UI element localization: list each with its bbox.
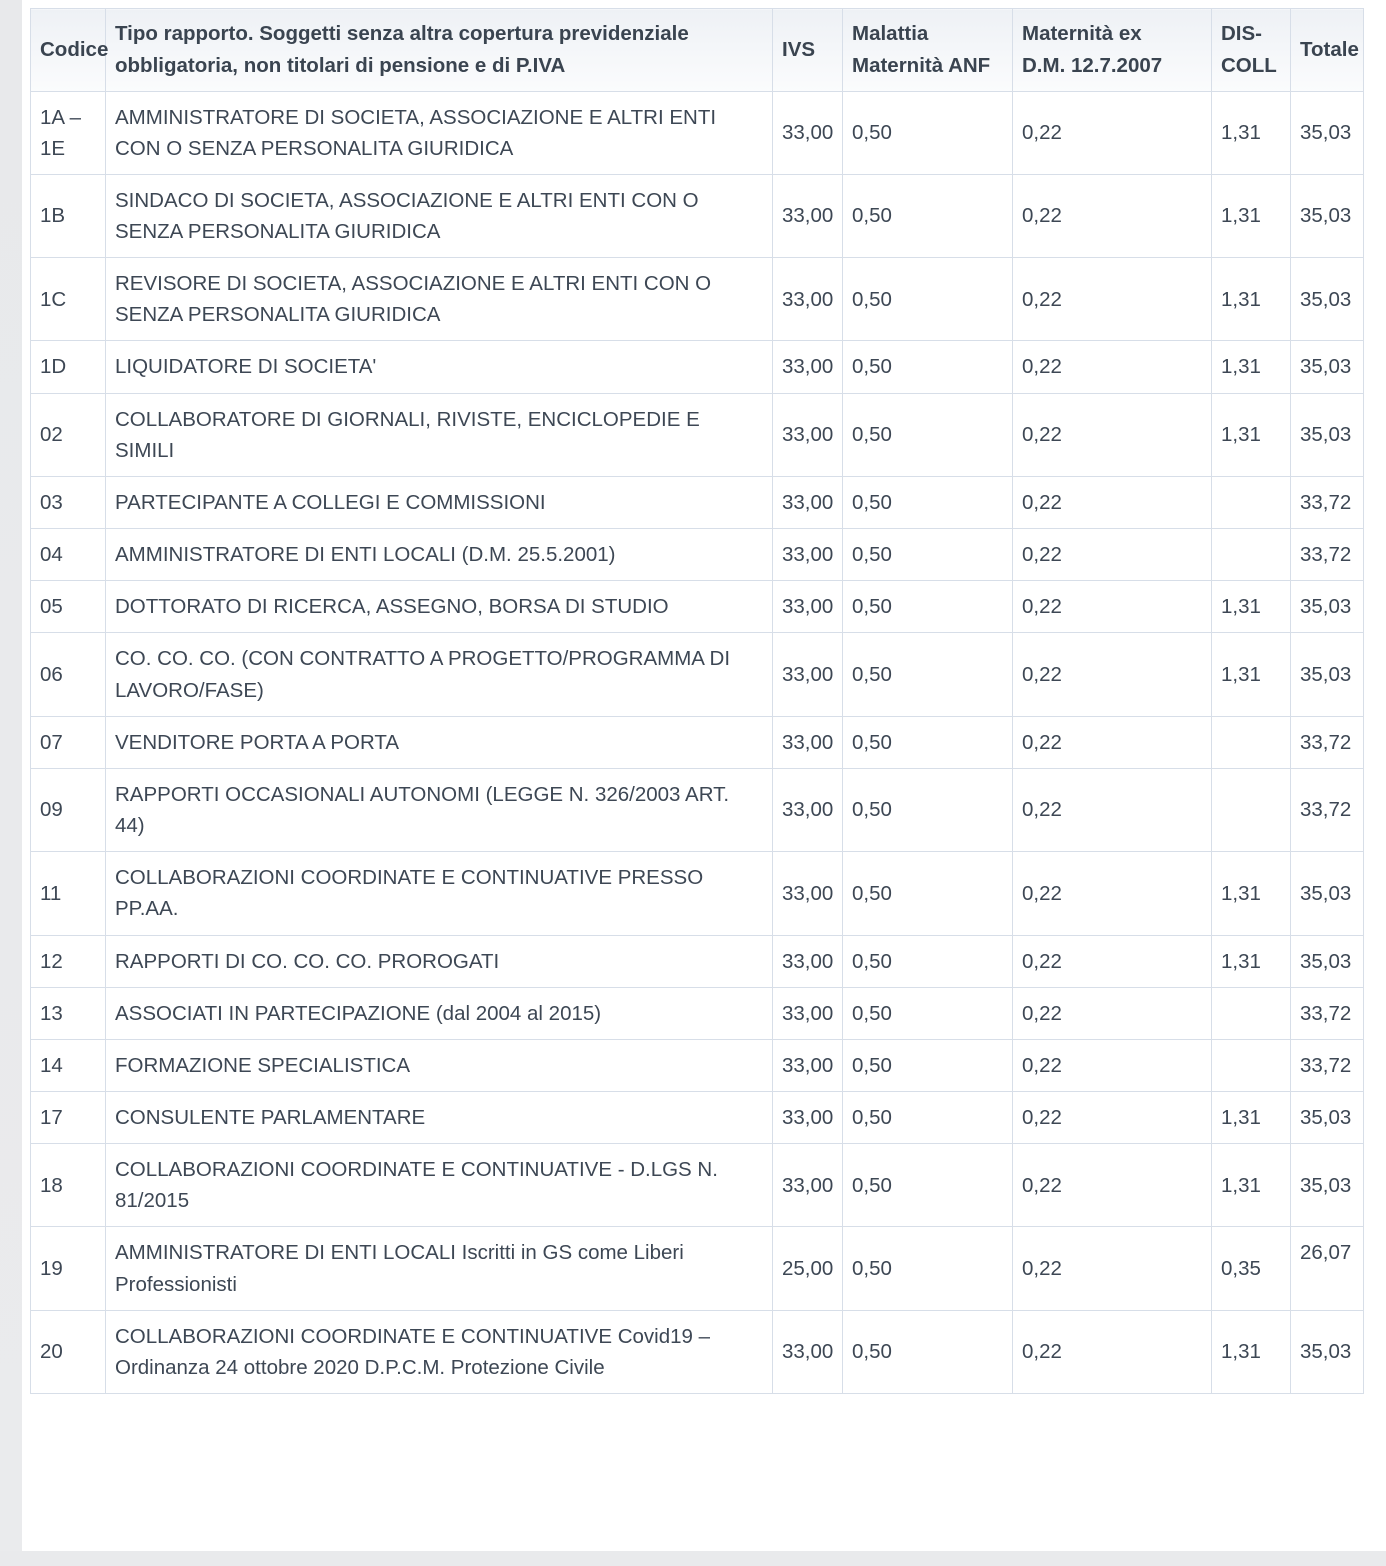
cell-ivs: 33,00	[773, 258, 843, 341]
cell-totale: 35,03	[1291, 91, 1364, 174]
cell-dis-coll: 1,31	[1212, 258, 1291, 341]
cell-ivs: 25,00	[773, 1227, 843, 1310]
cell-totale: 35,03	[1291, 852, 1364, 935]
cell-dis-coll: 1,31	[1212, 1144, 1291, 1227]
table-row	[31, 1144, 1364, 1227]
cell-malattia-maternita-anf: 0,50	[843, 529, 1013, 581]
cell-maternita-ex-dm: 0,22	[1013, 476, 1212, 528]
cell-malattia-maternita-anf: 0,50	[843, 987, 1013, 1039]
cell-codice: 1D	[31, 341, 106, 393]
cell-codice: 05	[31, 581, 106, 633]
cell-dis-coll	[1212, 1039, 1291, 1091]
cell-codice: 02	[31, 393, 106, 476]
cell-totale: 33,72	[1291, 716, 1364, 768]
cell-dis-coll: 1,31	[1212, 852, 1291, 935]
cell-maternita-ex-dm: 0,22	[1013, 258, 1212, 341]
cell-totale: 35,03	[1291, 1144, 1364, 1227]
cell-codice: 18	[31, 1144, 106, 1227]
cell-maternita-ex-dm: 0,22	[1013, 716, 1212, 768]
cell-ivs: 33,00	[773, 633, 843, 716]
cell-codice: 13	[31, 987, 106, 1039]
cell-tipo-rapporto: LIQUIDATORE DI SOCIETA'	[106, 341, 773, 393]
cell-dis-coll: 1,31	[1212, 341, 1291, 393]
table-row	[31, 1091, 1364, 1143]
table-row	[31, 716, 1364, 768]
cell-maternita-ex-dm: 0,22	[1013, 174, 1212, 257]
contribution-rates-table	[30, 8, 1364, 1394]
cell-totale: 35,03	[1291, 581, 1364, 633]
table-row	[31, 935, 1364, 987]
cell-malattia-maternita-anf: 0,50	[843, 341, 1013, 393]
cell-totale: 35,03	[1291, 1091, 1364, 1143]
cell-tipo-rapporto: DOTTORATO DI RICERCA, ASSEGNO, BORSA DI STUDIO	[106, 581, 773, 633]
table-row	[31, 174, 1364, 257]
table-row	[31, 341, 1364, 393]
cell-dis-coll: 1,31	[1212, 581, 1291, 633]
left-margin-strip	[0, 0, 22, 1566]
cell-ivs: 33,00	[773, 852, 843, 935]
table-body	[31, 91, 1364, 1394]
column-header-maternita-ex-dm	[1013, 9, 1212, 92]
table-row	[31, 633, 1364, 716]
cell-dis-coll	[1212, 716, 1291, 768]
cell-totale: 35,03	[1291, 341, 1364, 393]
cell-codice: 06	[31, 633, 106, 716]
cell-malattia-maternita-anf: 0,50	[843, 768, 1013, 851]
table-row	[31, 1039, 1364, 1091]
cell-maternita-ex-dm: 0,22	[1013, 987, 1212, 1039]
cell-codice: 20	[31, 1310, 106, 1393]
bottom-page-edge	[0, 1551, 1386, 1566]
cell-dis-coll: 0,35	[1212, 1227, 1291, 1310]
cell-totale: 35,03	[1291, 935, 1364, 987]
cell-tipo-rapporto: SINDACO DI SOCIETA, ASSOCIAZIONE E ALTRI ENTI CON O SENZA PERSONALITA GIURIDICA	[106, 174, 773, 257]
cell-tipo-rapporto: COLLABORAZIONI COORDINATE E CONTINUATIVE PRESSO PP.AA.	[106, 852, 773, 935]
cell-totale: 35,03	[1291, 633, 1364, 716]
cell-ivs: 33,00	[773, 935, 843, 987]
cell-ivs: 33,00	[773, 476, 843, 528]
cell-maternita-ex-dm: 0,22	[1013, 1091, 1212, 1143]
cell-codice: 1A – 1E	[31, 91, 106, 174]
cell-ivs: 33,00	[773, 393, 843, 476]
cell-tipo-rapporto: CONSULENTE PARLAMENTARE	[106, 1091, 773, 1143]
cell-dis-coll	[1212, 529, 1291, 581]
cell-malattia-maternita-anf: 0,50	[843, 1310, 1013, 1393]
column-header-malattia-line2: Maternità ANF	[852, 53, 991, 77]
table-row	[31, 1227, 1364, 1310]
cell-maternita-ex-dm: 0,22	[1013, 1039, 1212, 1091]
cell-totale: 35,03	[1291, 393, 1364, 476]
column-header-dis-coll	[1212, 9, 1291, 92]
cell-tipo-rapporto: AMMINISTRATORE DI SOCIETA, ASSOCIAZIONE E ALTRI ENTI CON O SENZA PERSONALITA GIURIDICA	[106, 91, 773, 174]
cell-maternita-ex-dm: 0,22	[1013, 581, 1212, 633]
cell-totale: 33,72	[1291, 987, 1364, 1039]
column-header-tipo-line2: obbligatoria, non titolari di pensione e di P.IVA	[115, 53, 566, 77]
cell-dis-coll: 1,31	[1212, 393, 1291, 476]
cell-dis-coll: 1,31	[1212, 935, 1291, 987]
cell-malattia-maternita-anf: 0,50	[843, 1039, 1013, 1091]
cell-malattia-maternita-anf: 0,50	[843, 633, 1013, 716]
cell-malattia-maternita-anf: 0,50	[843, 174, 1013, 257]
cell-maternita-ex-dm: 0,22	[1013, 633, 1212, 716]
cell-codice: 19	[31, 1227, 106, 1310]
cell-codice: 1C	[31, 258, 106, 341]
table-row	[31, 768, 1364, 851]
cell-dis-coll: 1,31	[1212, 1091, 1291, 1143]
cell-ivs: 33,00	[773, 1091, 843, 1143]
cell-malattia-maternita-anf: 0,50	[843, 935, 1013, 987]
column-header-discoll-line2: COLL	[1221, 53, 1277, 77]
column-header-discoll-line1: DIS-	[1221, 22, 1262, 45]
cell-codice: 12	[31, 935, 106, 987]
column-header-maternita-line2: D.M. 12.7.2007	[1022, 53, 1163, 77]
table-row	[31, 476, 1364, 528]
cell-codice: 07	[31, 716, 106, 768]
cell-maternita-ex-dm: 0,22	[1013, 341, 1212, 393]
column-header-maternita-line1: Maternità ex	[1022, 22, 1142, 45]
cell-ivs: 33,00	[773, 341, 843, 393]
cell-maternita-ex-dm: 0,22	[1013, 852, 1212, 935]
cell-maternita-ex-dm: 0,22	[1013, 529, 1212, 581]
table-row	[31, 91, 1364, 174]
cell-dis-coll: 1,31	[1212, 174, 1291, 257]
column-header-malattia-line1: Malattia	[852, 22, 929, 45]
cell-maternita-ex-dm: 0,22	[1013, 1144, 1212, 1227]
column-header-totale: Totale	[1291, 9, 1364, 92]
cell-dis-coll	[1212, 987, 1291, 1039]
cell-ivs: 33,00	[773, 1144, 843, 1227]
cell-tipo-rapporto: AMMINISTRATORE DI ENTI LOCALI (D.M. 25.5.2001)	[106, 529, 773, 581]
cell-malattia-maternita-anf: 0,50	[843, 1091, 1013, 1143]
table-row	[31, 987, 1364, 1039]
table-row	[31, 529, 1364, 581]
cell-totale: 33,72	[1291, 476, 1364, 528]
cell-tipo-rapporto: COLLABORATORE DI GIORNALI, RIVISTE, ENCICLOPEDIE E SIMILI	[106, 393, 773, 476]
cell-dis-coll: 1,31	[1212, 91, 1291, 174]
cell-tipo-rapporto: VENDITORE PORTA A PORTA	[106, 716, 773, 768]
cell-maternita-ex-dm: 0,22	[1013, 1227, 1212, 1310]
cell-codice: 09	[31, 768, 106, 851]
cell-malattia-maternita-anf: 0,50	[843, 393, 1013, 476]
cell-tipo-rapporto: CO. CO. CO. (CON CONTRATTO A PROGETTO/PROGRAMMA DI LAVORO/FASE)	[106, 633, 773, 716]
cell-codice: 14	[31, 1039, 106, 1091]
cell-totale: 33,72	[1291, 1039, 1364, 1091]
column-header-tipo-line1: Tipo rapporto. Soggetti senza altra copertura previdenziale	[115, 22, 689, 45]
cell-totale: 35,03	[1291, 1310, 1364, 1393]
column-header-malattia-maternita-anf	[843, 9, 1013, 92]
cell-malattia-maternita-anf: 0,50	[843, 258, 1013, 341]
cell-codice: 1B	[31, 174, 106, 257]
cell-malattia-maternita-anf: 0,50	[843, 476, 1013, 528]
cell-ivs: 33,00	[773, 987, 843, 1039]
cell-totale: 33,72	[1291, 768, 1364, 851]
table-row	[31, 852, 1364, 935]
cell-malattia-maternita-anf: 0,50	[843, 91, 1013, 174]
table-row	[31, 393, 1364, 476]
table-row	[31, 581, 1364, 633]
cell-tipo-rapporto: RAPPORTI DI CO. CO. CO. PROROGATI	[106, 935, 773, 987]
cell-dis-coll: 1,31	[1212, 1310, 1291, 1393]
cell-codice: 11	[31, 852, 106, 935]
cell-maternita-ex-dm: 0,22	[1013, 393, 1212, 476]
cell-dis-coll: 1,31	[1212, 633, 1291, 716]
table-header	[31, 9, 1364, 92]
cell-ivs: 33,00	[773, 716, 843, 768]
cell-codice: 04	[31, 529, 106, 581]
cell-ivs: 33,00	[773, 581, 843, 633]
cell-dis-coll	[1212, 768, 1291, 851]
cell-tipo-rapporto: AMMINISTRATORE DI ENTI LOCALI Iscritti in GS come Liberi Professionisti	[106, 1227, 773, 1310]
table-container	[30, 8, 1363, 1394]
cell-totale: 26,07	[1291, 1227, 1364, 1310]
cell-ivs: 33,00	[773, 1039, 843, 1091]
cell-tipo-rapporto: ASSOCIATI IN PARTECIPAZIONE (dal 2004 al 2015)	[106, 987, 773, 1039]
cell-ivs: 33,00	[773, 91, 843, 174]
cell-tipo-rapporto: COLLABORAZIONI COORDINATE E CONTINUATIVE Covid19 – Ordinanza 24 ottobre 2020 D.P.C.M. Protezione Civile	[106, 1310, 773, 1393]
column-header-tipo-rapporto	[106, 9, 773, 92]
cell-tipo-rapporto: FORMAZIONE SPECIALISTICA	[106, 1039, 773, 1091]
cell-totale: 35,03	[1291, 174, 1364, 257]
cell-malattia-maternita-anf: 0,50	[843, 716, 1013, 768]
cell-tipo-rapporto: REVISORE DI SOCIETA, ASSOCIAZIONE E ALTRI ENTI CON O SENZA PERSONALITA GIURIDICA	[106, 258, 773, 341]
cell-malattia-maternita-anf: 0,50	[843, 1227, 1013, 1310]
cell-tipo-rapporto: COLLABORAZIONI COORDINATE E CONTINUATIVE - D.LGS N. 81/2015	[106, 1144, 773, 1227]
column-header-codice: Codice	[31, 9, 106, 92]
cell-codice: 03	[31, 476, 106, 528]
cell-dis-coll	[1212, 476, 1291, 528]
cell-ivs: 33,00	[773, 1310, 843, 1393]
cell-tipo-rapporto: PARTECIPANTE A COLLEGI E COMMISSIONI	[106, 476, 773, 528]
cell-maternita-ex-dm: 0,22	[1013, 935, 1212, 987]
cell-malattia-maternita-anf: 0,50	[843, 852, 1013, 935]
cell-malattia-maternita-anf: 0,50	[843, 1144, 1013, 1227]
cell-totale: 35,03	[1291, 258, 1364, 341]
cell-maternita-ex-dm: 0,22	[1013, 91, 1212, 174]
cell-tipo-rapporto: RAPPORTI OCCASIONALI AUTONOMI (LEGGE N. 326/2003 ART. 44)	[106, 768, 773, 851]
table-row	[31, 258, 1364, 341]
table-header-row	[31, 9, 1364, 92]
cell-malattia-maternita-anf: 0,50	[843, 581, 1013, 633]
table-row	[31, 1310, 1364, 1393]
cell-maternita-ex-dm: 0,22	[1013, 768, 1212, 851]
cell-maternita-ex-dm: 0,22	[1013, 1310, 1212, 1393]
cell-ivs: 33,00	[773, 174, 843, 257]
cell-ivs: 33,00	[773, 768, 843, 851]
cell-ivs: 33,00	[773, 529, 843, 581]
column-header-ivs: IVS	[773, 9, 843, 92]
cell-totale: 33,72	[1291, 529, 1364, 581]
cell-codice: 17	[31, 1091, 106, 1143]
